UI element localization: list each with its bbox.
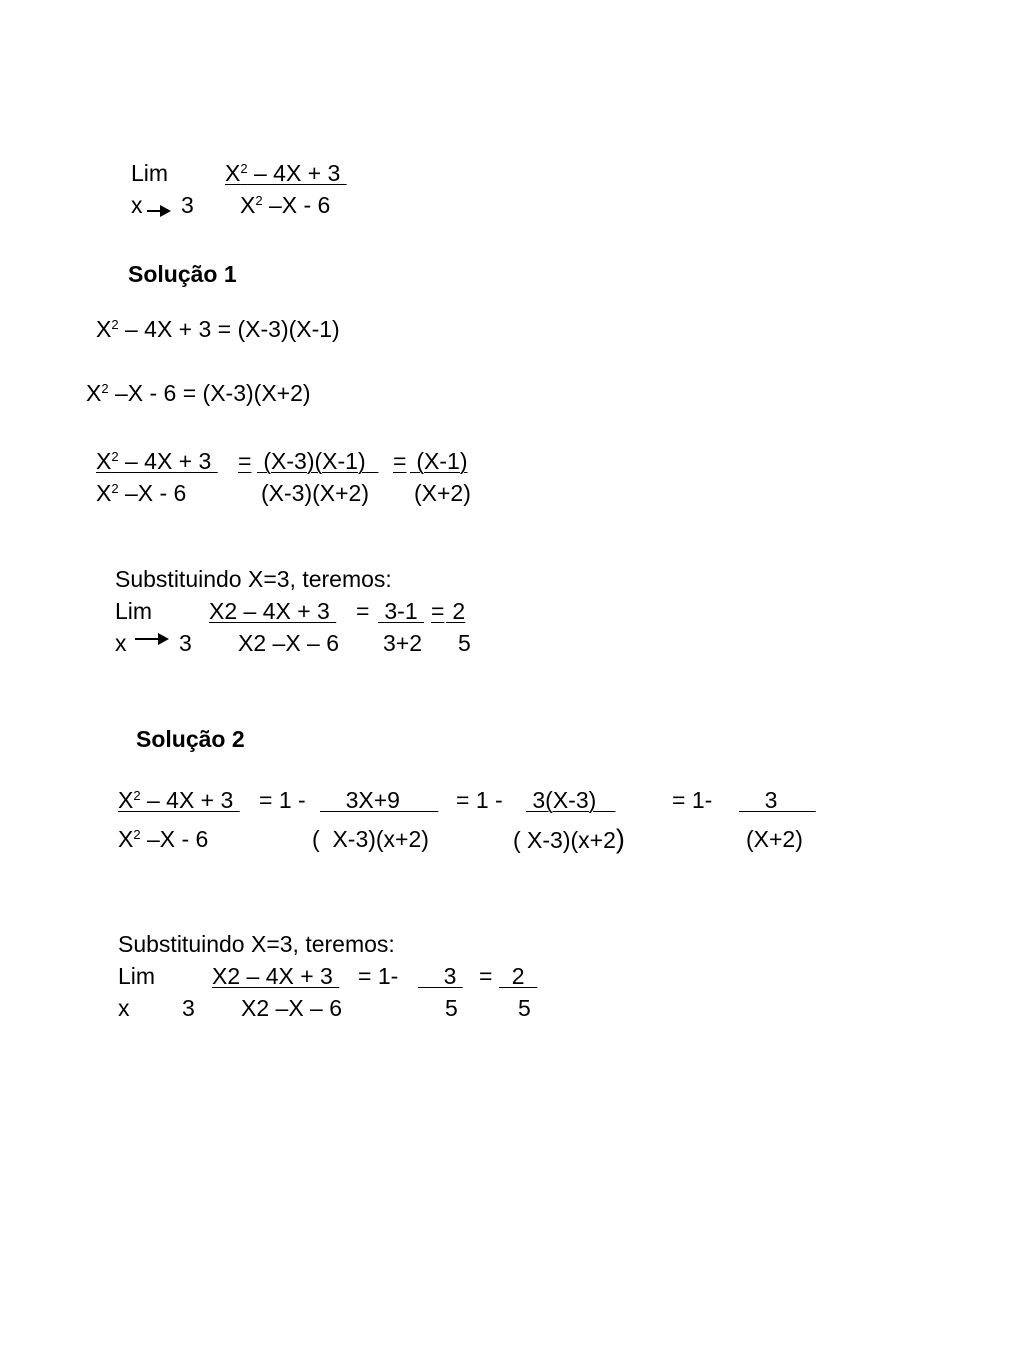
solucao2-frac3-den: ( X-3)(x+2)	[513, 824, 625, 854]
solucao1-var: x	[115, 630, 127, 656]
solucao2-lim-num: X2 – 4X + 3	[212, 963, 333, 989]
solucao2-lim-den: X2 –X – 6	[241, 995, 343, 1021]
problem-var: x	[131, 192, 143, 218]
solucao1-lim: Lim	[115, 598, 153, 624]
solucao1-eq-sign2: =	[393, 448, 407, 474]
solucao1-heading: Solução 1	[128, 261, 237, 287]
problem-target: 3	[181, 192, 194, 218]
solucao2-frac1-den: $X^2$ –X - 6	[118, 826, 209, 852]
solucao1-frac1-num: $X^2 - 4X + 3$	[96, 448, 218, 474]
solucao2-frac2-den: ( X-3)(x+2)	[312, 826, 429, 852]
solucao1-val-den1: 3+2	[383, 630, 423, 656]
solucao2-part2: = 1 -	[456, 787, 503, 813]
solucao2-lim: Lim	[118, 963, 156, 989]
solucao2-frac3-num: 3(X-3)	[532, 787, 597, 813]
solucao2-frac4-num: 3	[764, 787, 778, 813]
solucao1-val-den2: 5	[458, 630, 471, 656]
problem-lim: Lim	[131, 160, 169, 186]
solucao1-frac3-den: (X+2)	[414, 480, 471, 506]
solucao1-lim-eq2: =	[431, 598, 445, 624]
solucao1-target: 3	[179, 630, 192, 656]
solucao1-frac2-num: (X-3)(X-1)	[263, 448, 366, 474]
arrow-icon	[135, 638, 167, 640]
solucao1-lim-num: X2 – 4X + 3	[209, 598, 330, 624]
solucao2-val-num1: 3	[443, 963, 457, 989]
solucao2-frac1-num: $X^2 - 4X + 3$	[118, 787, 240, 813]
solucao2-heading: Solução 2	[136, 726, 245, 752]
solucao2-val-den2: 5	[518, 995, 531, 1021]
solucao1-frac1-den: $X^2$ –X - 6	[96, 480, 187, 506]
problem-denominator: $X^2$ –X - 6	[240, 192, 331, 218]
solucao1-val-num1: 3-1	[384, 598, 418, 624]
solucao1-eq1: $X^2 - 4X + 3 = (X-3)(X-1)$	[96, 316, 340, 342]
solucao2-var: x	[118, 995, 130, 1021]
solucao1-lim-den: X2 –X – 6	[238, 630, 340, 656]
solucao2-val-num2: 2	[511, 963, 525, 989]
solucao1-frac3-num: (X-1)	[416, 448, 468, 474]
solucao2-val-den1: 5	[445, 995, 458, 1021]
solucao1-subst: Substituindo X=3, teremos:	[115, 566, 392, 592]
solucao1-lim-eq1: =	[356, 598, 370, 624]
solucao2-frac2-num: 3X+9	[345, 787, 400, 813]
problem-numerator: $X^2 - 4X + 3$	[225, 160, 347, 186]
solucao2-frac4-den: (X+2)	[746, 826, 803, 852]
solucao1-frac2-den: (X-3)(X+2)	[261, 480, 369, 506]
solucao2-lim-eq2: =	[479, 963, 493, 989]
solucao1-eq2: $X^2$ –X - 6 = (X-3)(X+2)	[86, 380, 311, 406]
arrow-icon	[147, 210, 169, 212]
solucao2-target: 3	[182, 995, 195, 1021]
solucao2-lim-eq1: = 1-	[358, 963, 399, 989]
solucao1-val-num2: 2	[452, 598, 466, 624]
solucao2-part3: = 1-	[672, 787, 713, 813]
solucao2-subst: Substituindo X=3, teremos:	[118, 931, 395, 957]
solucao1-eq-sign1: =	[238, 448, 252, 474]
solucao2-part1: = 1 -	[259, 787, 306, 813]
